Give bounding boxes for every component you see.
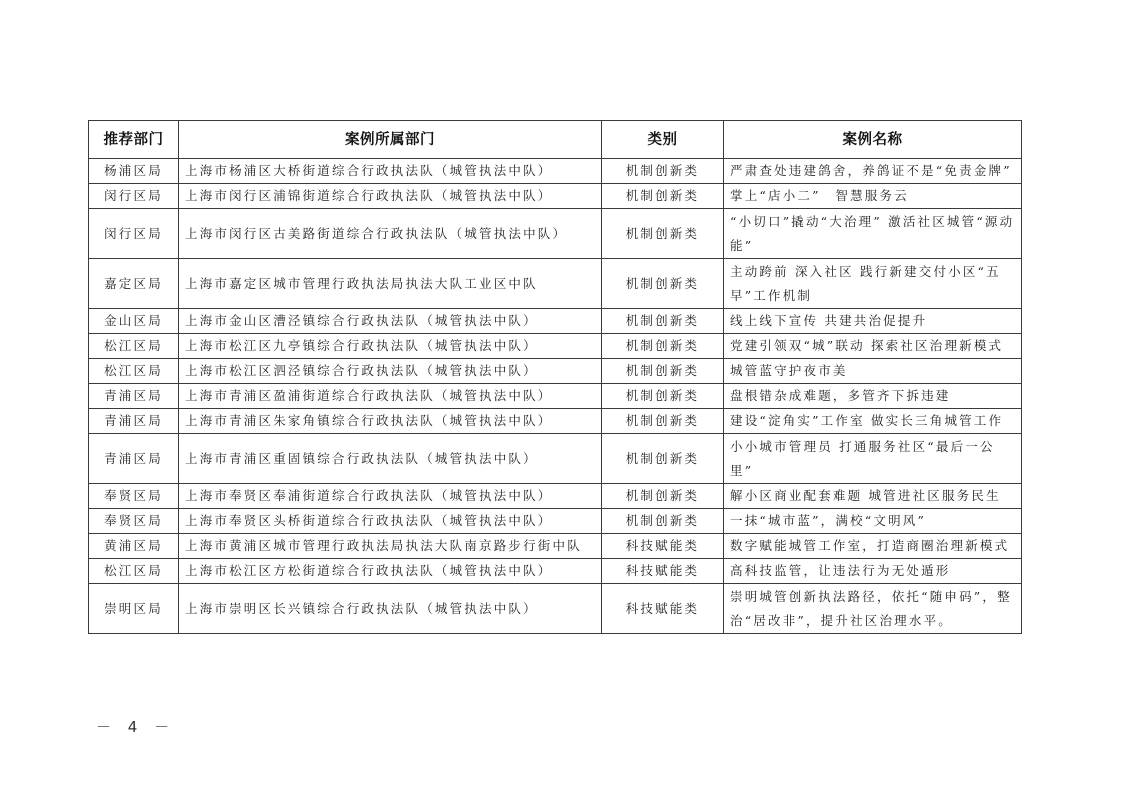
cell-case-name: 小小城市管理员 打通服务社区“最后一公里” <box>724 434 1022 484</box>
cell-department: 上海市闵行区古美路街道综合行政执法队（城管执法中队） <box>179 209 602 259</box>
table-row <box>89 184 1022 209</box>
cell-department: 上海市松江区九亭镇综合行政执法队（城管执法中队） <box>179 334 602 359</box>
cell-category: 科技赋能类 <box>602 584 724 634</box>
cell-case-name: 严肃查处违建鸽舍，养鸽证不是“免责金牌” <box>724 159 1022 184</box>
table-row <box>89 384 1022 409</box>
cell-department: 上海市奉贤区头桥街道综合行政执法队（城管执法中队） <box>179 509 602 534</box>
cell-recommender: 青浦区局 <box>89 384 179 409</box>
table-body <box>89 159 1022 634</box>
cell-category: 机制创新类 <box>602 359 724 384</box>
cell-recommender: 奉贤区局 <box>89 509 179 534</box>
cell-department: 上海市奉贤区奉浦街道综合行政执法队（城管执法中队） <box>179 484 602 509</box>
cell-recommender: 奉贤区局 <box>89 484 179 509</box>
cell-category: 机制创新类 <box>602 209 724 259</box>
cell-recommender: 崇明区局 <box>89 584 179 634</box>
cell-case-name: 主动跨前 深入社区 践行新建交付小区“五早”工作机制 <box>724 259 1022 309</box>
table-row <box>89 434 1022 484</box>
cell-department: 上海市嘉定区城市管理行政执法局执法大队工业区中队 <box>179 259 602 309</box>
cell-category: 机制创新类 <box>602 509 724 534</box>
cell-department: 上海市金山区漕泾镇综合行政执法队（城管执法中队） <box>179 309 602 334</box>
cell-department: 上海市黄浦区城市管理行政执法局执法大队南京路步行街中队 <box>179 534 602 559</box>
header-case-name: 案例名称 <box>724 121 1022 159</box>
cell-case-name: 掌上“店小二” 智慧服务云 <box>724 184 1022 209</box>
table-row <box>89 584 1022 634</box>
cell-department: 上海市闵行区浦锦街道综合行政执法队（城管执法中队） <box>179 184 602 209</box>
table-row <box>89 259 1022 309</box>
header-recommender: 推荐部门 <box>89 121 179 159</box>
cell-department: 上海市青浦区盈浦街道综合行政执法队（城管执法中队） <box>179 384 602 409</box>
cell-recommender: 黄浦区局 <box>89 534 179 559</box>
cell-case-name: 线上线下宣传 共建共治促提升 <box>724 309 1022 334</box>
cell-case-name: 城管蓝守护夜市美 <box>724 359 1022 384</box>
cell-department: 上海市松江区泗泾镇综合行政执法队（城管执法中队） <box>179 359 602 384</box>
cell-recommender: 松江区局 <box>89 334 179 359</box>
cell-recommender: 青浦区局 <box>89 434 179 484</box>
table-row <box>89 334 1022 359</box>
table-row <box>89 534 1022 559</box>
table-header-row <box>89 121 1022 159</box>
cell-category: 机制创新类 <box>602 384 724 409</box>
cell-category: 机制创新类 <box>602 309 724 334</box>
cell-case-name: 高科技监管，让违法行为无处遁形 <box>724 559 1022 584</box>
cell-department: 上海市青浦区重固镇综合行政执法队（城管执法中队） <box>179 434 602 484</box>
cell-recommender: 闵行区局 <box>89 184 179 209</box>
cell-recommender: 金山区局 <box>89 309 179 334</box>
cell-department: 上海市青浦区朱家角镇综合行政执法队（城管执法中队） <box>179 409 602 434</box>
table-row <box>89 559 1022 584</box>
cell-category: 机制创新类 <box>602 334 724 359</box>
cell-case-name: 一抹“城市蓝”，满校“文明风” <box>724 509 1022 534</box>
table-row <box>89 409 1022 434</box>
header-category: 类别 <box>602 121 724 159</box>
cell-category: 机制创新类 <box>602 434 724 484</box>
cell-recommender: 嘉定区局 <box>89 259 179 309</box>
cell-department: 上海市松江区方松街道综合行政执法队（城管执法中队） <box>179 559 602 584</box>
cell-case-name: “小切口”撬动“大治理” 激活社区城管“源动能” <box>724 209 1022 259</box>
cell-department: 上海市杨浦区大桥街道综合行政执法队（城管执法中队） <box>179 159 602 184</box>
cell-recommender: 杨浦区局 <box>89 159 179 184</box>
table-row <box>89 509 1022 534</box>
cell-case-name: 数字赋能城管工作室，打造商圈治理新模式 <box>724 534 1022 559</box>
cell-case-name: 党建引领双“城”联动 探索社区治理新模式 <box>724 334 1022 359</box>
cell-recommender: 松江区局 <box>89 359 179 384</box>
table-row <box>89 359 1022 384</box>
table-row <box>89 484 1022 509</box>
cell-category: 机制创新类 <box>602 159 724 184</box>
cell-recommender: 闵行区局 <box>89 209 179 259</box>
cell-category: 科技赋能类 <box>602 534 724 559</box>
cell-department: 上海市崇明区长兴镇综合行政执法队（城管执法中队） <box>179 584 602 634</box>
cell-recommender: 青浦区局 <box>89 409 179 434</box>
cell-category: 机制创新类 <box>602 484 724 509</box>
table-row <box>89 159 1022 184</box>
table-row <box>89 209 1022 259</box>
cell-case-name: 盘根错杂成难题，多管齐下拆违建 <box>724 384 1022 409</box>
cell-category: 机制创新类 <box>602 409 724 434</box>
cell-category: 机制创新类 <box>602 259 724 309</box>
cell-category: 机制创新类 <box>602 184 724 209</box>
cell-case-name: 建设“淀角实”工作室 做实长三角城管工作 <box>724 409 1022 434</box>
page-number: － 4 － <box>96 718 176 736</box>
header-department: 案例所属部门 <box>179 121 602 159</box>
cases-table <box>88 120 1022 634</box>
cell-category: 科技赋能类 <box>602 559 724 584</box>
cell-case-name: 解小区商业配套难题 城管进社区服务民生 <box>724 484 1022 509</box>
cell-recommender: 松江区局 <box>89 559 179 584</box>
table-row <box>89 309 1022 334</box>
cell-case-name: 崇明城管创新执法路径，依托“随申码”，整治“居改非”，提升社区治理水平。 <box>724 584 1022 634</box>
